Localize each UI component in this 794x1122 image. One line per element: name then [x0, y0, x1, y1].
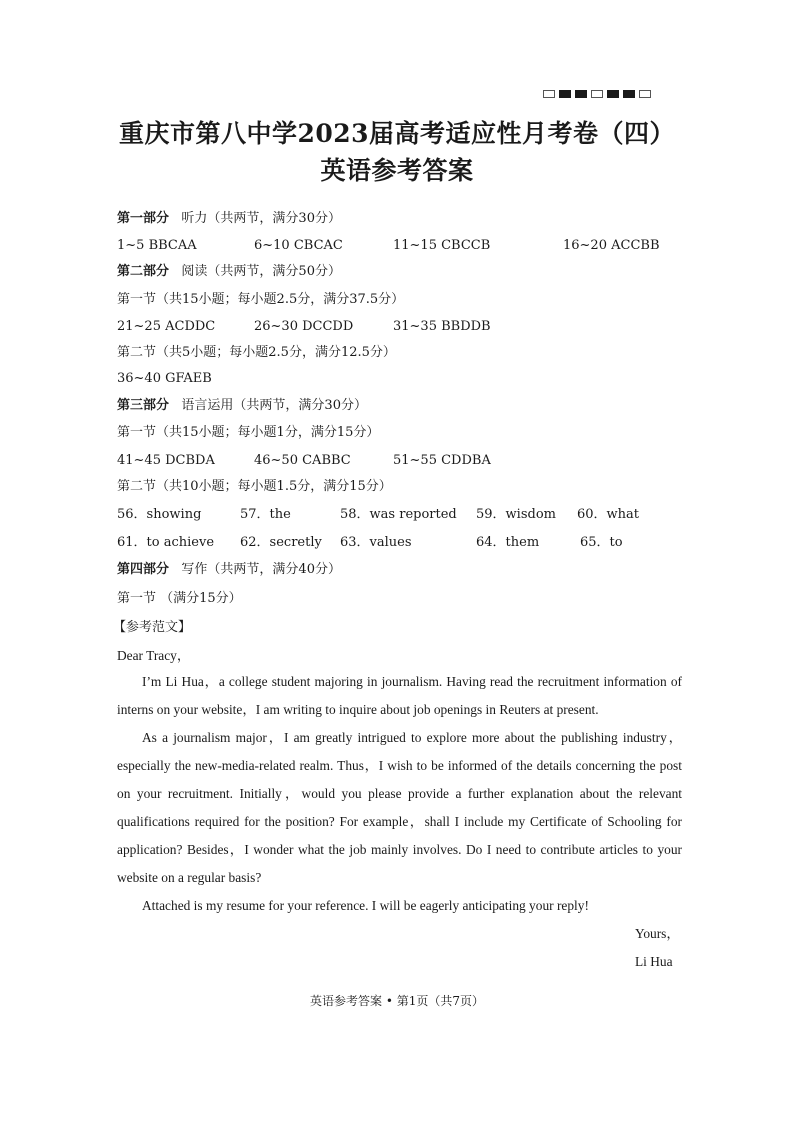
- fill-answer: 59．wisdom: [476, 507, 556, 522]
- square-filled-icon: [623, 90, 635, 98]
- essay-paragraph: Attached is my resume for your reference. I will be eagerly anticipating your reply!: [142, 898, 589, 913]
- fill-answer: 58．was reported: [340, 507, 457, 522]
- part1-note: 听力（共两节，满分30分）: [181, 211, 341, 226]
- page-footer: 英语参考答案 • 第1页（共7页）: [310, 994, 484, 1008]
- part4-section1-heading: 第一节 （满分15分）: [117, 591, 242, 606]
- fill-answer: 61．to achieve: [117, 535, 215, 550]
- essay-label: 【参考范文】: [113, 620, 192, 635]
- answer-group: 41~45 DCBDA: [117, 453, 215, 468]
- answer-group: 11~15 CBCCB: [393, 238, 491, 253]
- fill-answer: 60．what: [577, 507, 640, 522]
- part3-heading-line: [117, 398, 367, 414]
- answer-group: 26~30 DCCDD: [254, 319, 354, 334]
- part2-heading-line: [117, 264, 341, 280]
- document-subtitle: 英语参考答案: [320, 156, 474, 185]
- answer-group: 21~25 ACDDC: [117, 319, 216, 334]
- answer-group: 36~40 GFAEB: [117, 371, 212, 386]
- essay-paragraph: I’m Li Hua，a college student majoring in journalism. Having read the recruitment information of interns on your website，I am writing to inquire about job openings in Reuters at present.: [117, 674, 682, 717]
- part2-section2-heading: 第二节（共5小题；每小题2.5分，满分12.5分）: [117, 345, 396, 360]
- part2-note: 阅读（共两节，满分50分）: [181, 264, 341, 279]
- part4-heading-line: [117, 562, 341, 578]
- part1-heading: 第一部分: [117, 211, 170, 226]
- fill-answer: 57．the: [240, 507, 291, 522]
- square-outline-icon: [591, 90, 603, 98]
- essay-closing: Yours，: [635, 926, 680, 941]
- part2-section1-heading: 第一节（共15小题；每小题2.5分，满分37.5分）: [117, 292, 405, 307]
- answer-group: 46~50 CABBC: [254, 453, 351, 468]
- document-title: 重庆市第八中学2023届高考适应性月考卷（四）: [118, 119, 676, 148]
- answer-group: 31~35 BBDDB: [393, 319, 491, 334]
- answer-group: 51~55 CDDBA: [393, 453, 491, 468]
- fill-answer: 63．values: [340, 535, 412, 550]
- part1-heading-line: [117, 211, 341, 227]
- fill-answer: 65．to: [580, 535, 623, 550]
- essay-signature: Li Hua: [635, 954, 673, 969]
- answer-group: 6~10 CBCAC: [254, 238, 343, 253]
- part4-note: 写作（共两节，满分40分）: [181, 562, 341, 577]
- square-outline-icon: [639, 90, 651, 98]
- answer-group: 1~5 BBCAA: [117, 238, 197, 253]
- part4-heading: 第四部分: [117, 562, 170, 577]
- square-filled-icon: [559, 90, 571, 98]
- registration-marks: [543, 90, 651, 98]
- part3-section2-heading: 第二节（共10小题；每小题1.5分，满分15分）: [117, 479, 392, 494]
- essay-salutation: Dear Tracy，: [117, 648, 191, 663]
- answer-group: 16~20 ACCBB: [563, 238, 660, 253]
- part2-heading: 第二部分: [117, 264, 170, 279]
- fill-answer: 64．them: [476, 535, 540, 550]
- part3-note: 语言运用（共两节，满分30分）: [181, 398, 367, 413]
- square-filled-icon: [575, 90, 587, 98]
- part3-heading: 第三部分: [117, 398, 170, 413]
- part3-section1-heading: 第一节（共15小题；每小题1分，满分15分）: [117, 425, 380, 440]
- fill-answer: 62．secretly: [240, 535, 322, 550]
- square-outline-icon: [543, 90, 555, 98]
- essay-paragraph: As a journalism major，I am greatly intrigued to explore more about the publishing industry，especially the new-media-related realm. Thus，I wish to be informed of the details concerning the post on your recruitment. Initially，would you please provide a further explanation about the relevant qualifications required for the position? For example，shall I include my Certificate of Schooling for application? Besides，I wonder what the job mainly involves. Do I need to contribute articles to your website on a regular basis?: [117, 730, 682, 885]
- square-filled-icon: [607, 90, 619, 98]
- fill-answer: 56．showing: [117, 507, 202, 522]
